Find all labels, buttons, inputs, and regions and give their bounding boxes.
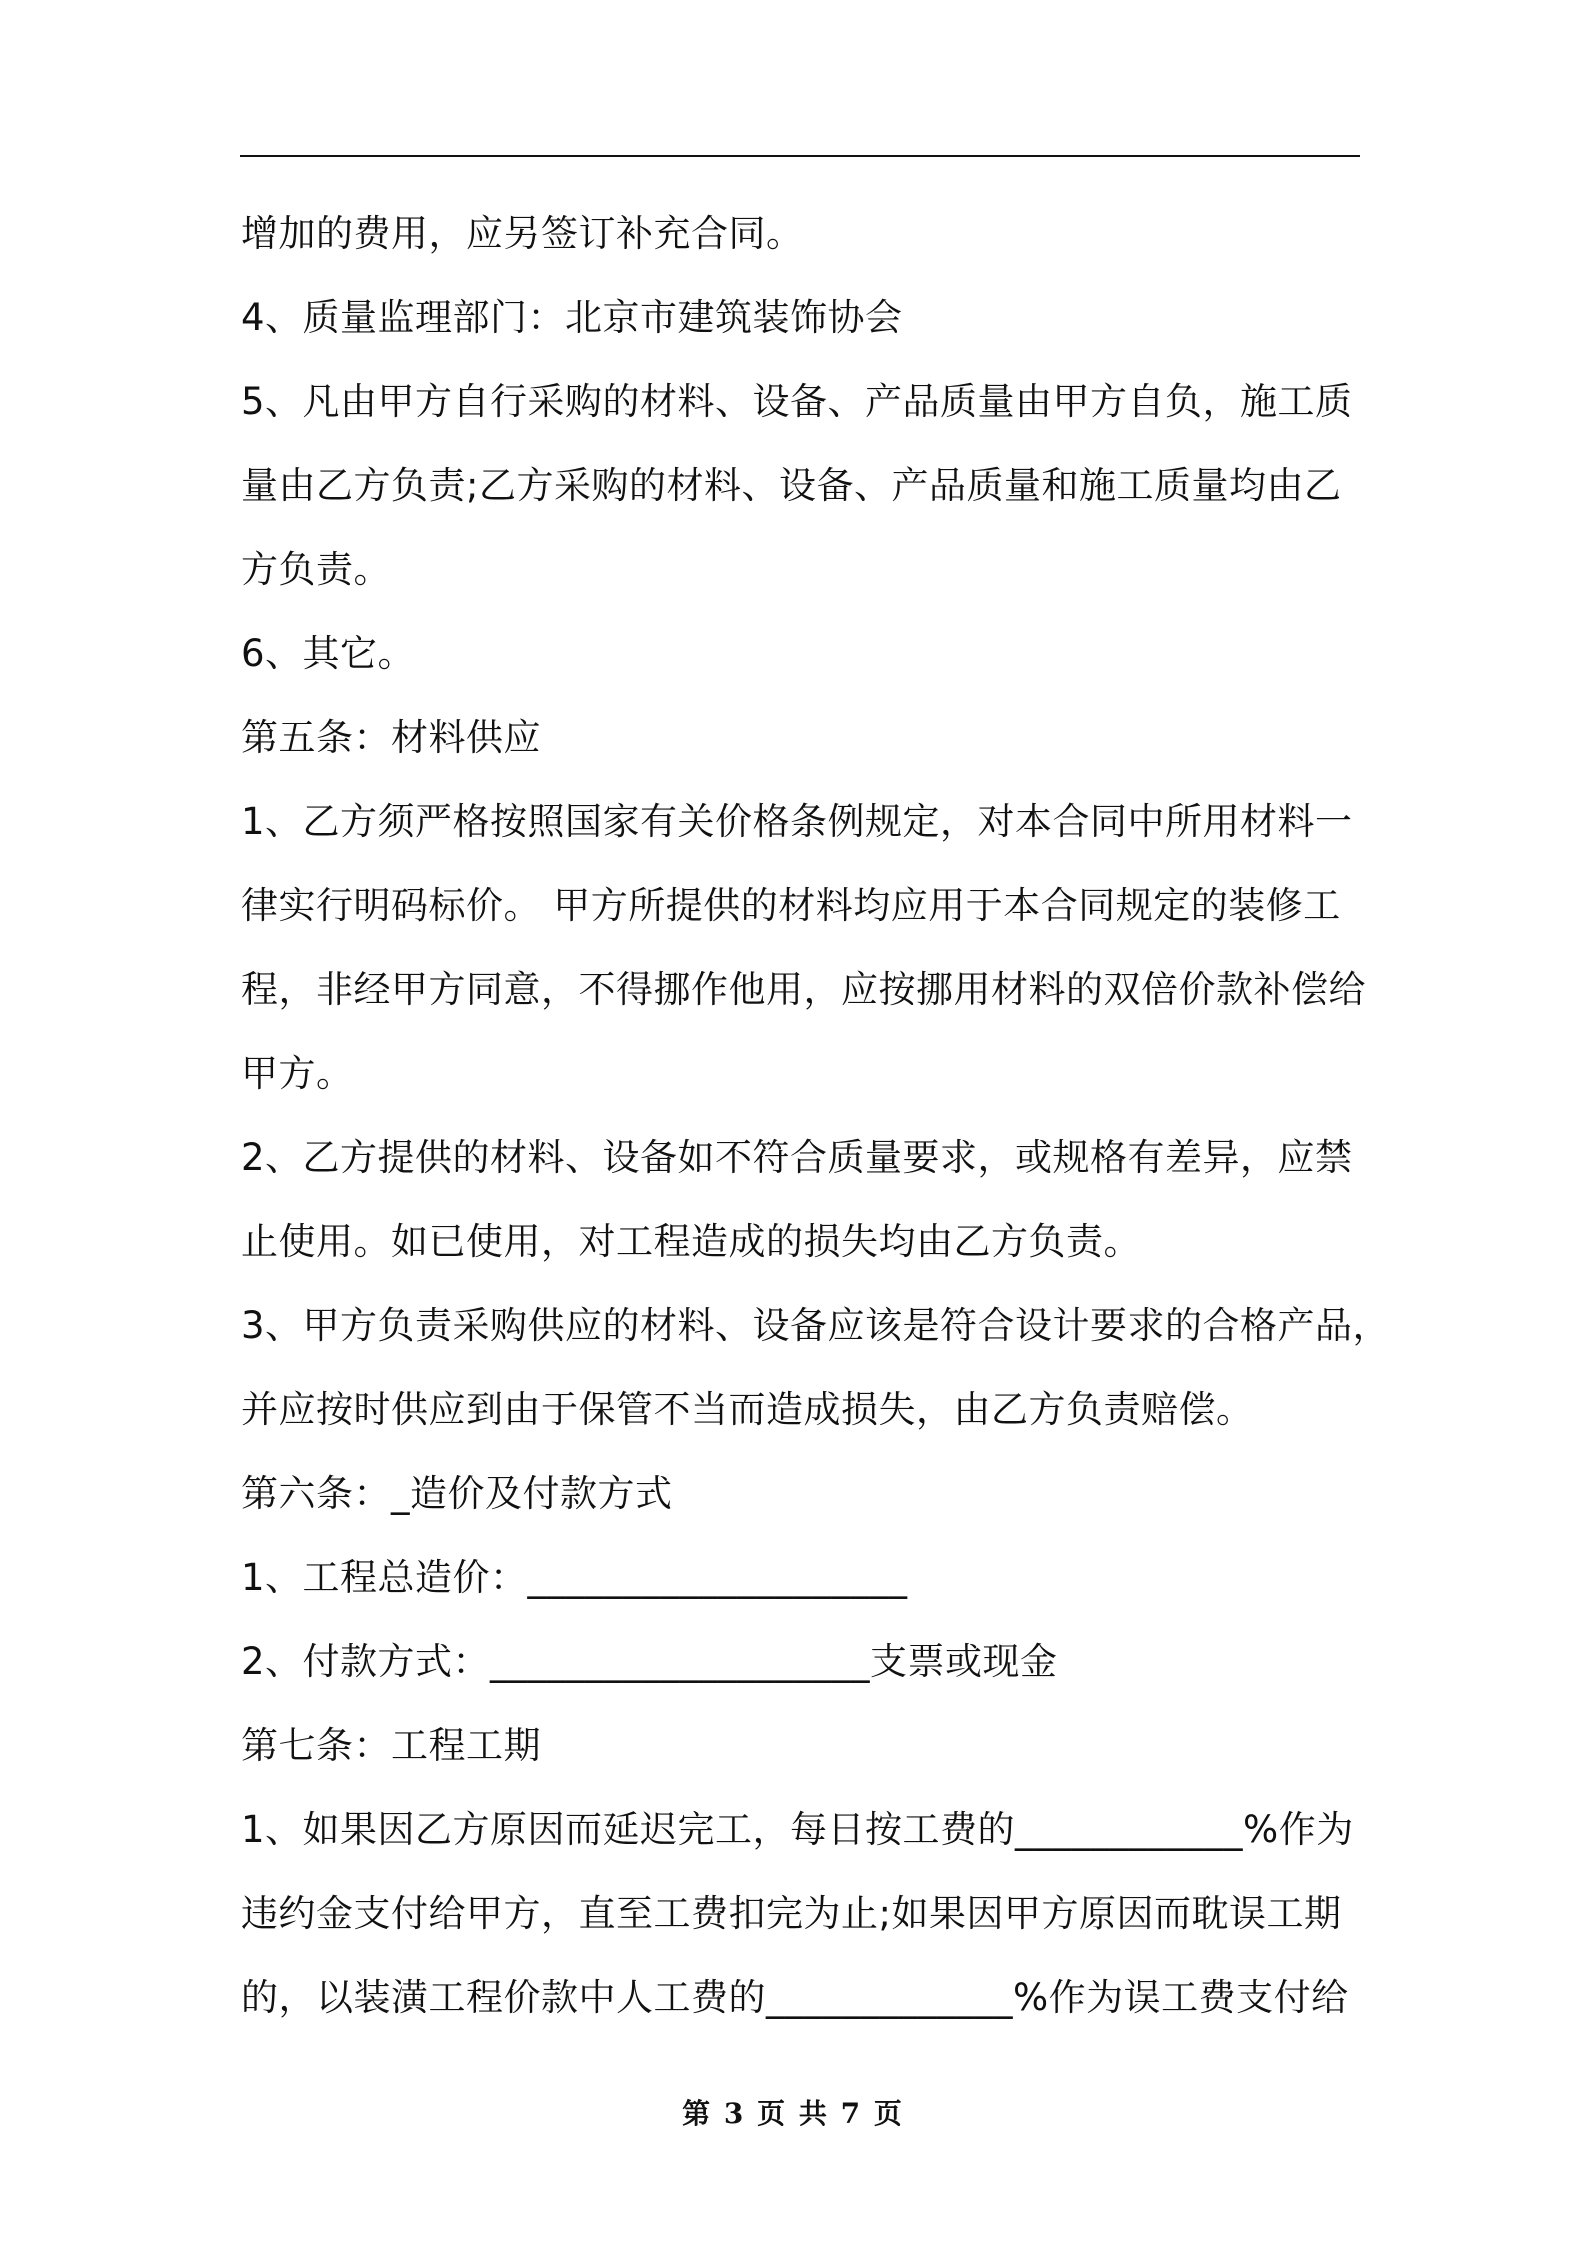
text-line: 增加的费用，应另签订补充合同。 [241, 212, 804, 255]
page-number-footer: 第 3 页 共 7 页 [682, 2097, 904, 2130]
text-line: 4、质量监理部门：北京市建筑装饰协会 [241, 296, 903, 339]
text-line: 程，非经甲方同意，不得挪作他用，应按挪用材料的双倍价款补偿给 [241, 968, 1366, 1011]
text-line: 5、凡由甲方自行采购的材料、设备、产品质量由甲方自负，施工质 [241, 380, 1353, 423]
text-line: 1、乙方须严格按照国家有关价格条例规定，对本合同中所用材料一 [241, 800, 1353, 843]
text-line: 并应按时供应到由于保管不当而造成损失，由乙方负责赔偿。 [241, 1388, 1254, 1431]
text-line: 律实行明码标价。 甲方所提供的材料均应用于本合同规定的装修工 [241, 884, 1341, 927]
text-line: 止使用。如已使用，对工程造成的损失均由乙方负责。 [241, 1220, 1141, 1263]
text-line: 方负责。 [241, 548, 391, 591]
text-line: 2、付款方式：____________________支票或现金 [241, 1640, 1058, 1683]
document-body [241, 192, 1391, 2040]
text-line: 量由乙方负责;乙方采购的材料、设备、产品质量和施工质量均由乙 [241, 464, 1342, 507]
text-line: 的，以装潢工程价款中人工费的_____________%作为误工费支付给 [241, 1976, 1349, 2019]
text-line: 2、乙方提供的材料、设备如不符合质量要求，或规格有差异，应禁 [241, 1136, 1353, 1179]
text-line: 1、如果因乙方原因而延迟完工，每日按工费的____________%作为 [241, 1808, 1354, 1851]
text-line: 3、甲方负责采购供应的材料、设备应该是符合设计要求的合格产品， [241, 1304, 1391, 1347]
header-rule [240, 155, 1360, 157]
text-line: 甲方。 [241, 1052, 354, 1095]
section-heading: 第七条：工程工期 [241, 1724, 541, 1767]
text-line: 违约金支付给甲方，直至工费扣完为止;如果因甲方原因而耽误工期 [241, 1892, 1342, 1935]
section-heading: 第六条：_造价及付款方式 [241, 1472, 673, 1515]
text-line: 6、其它。 [241, 632, 416, 675]
text-line: 1、工程总造价：____________________ [241, 1556, 908, 1599]
section-heading: 第五条：材料供应 [241, 716, 541, 759]
